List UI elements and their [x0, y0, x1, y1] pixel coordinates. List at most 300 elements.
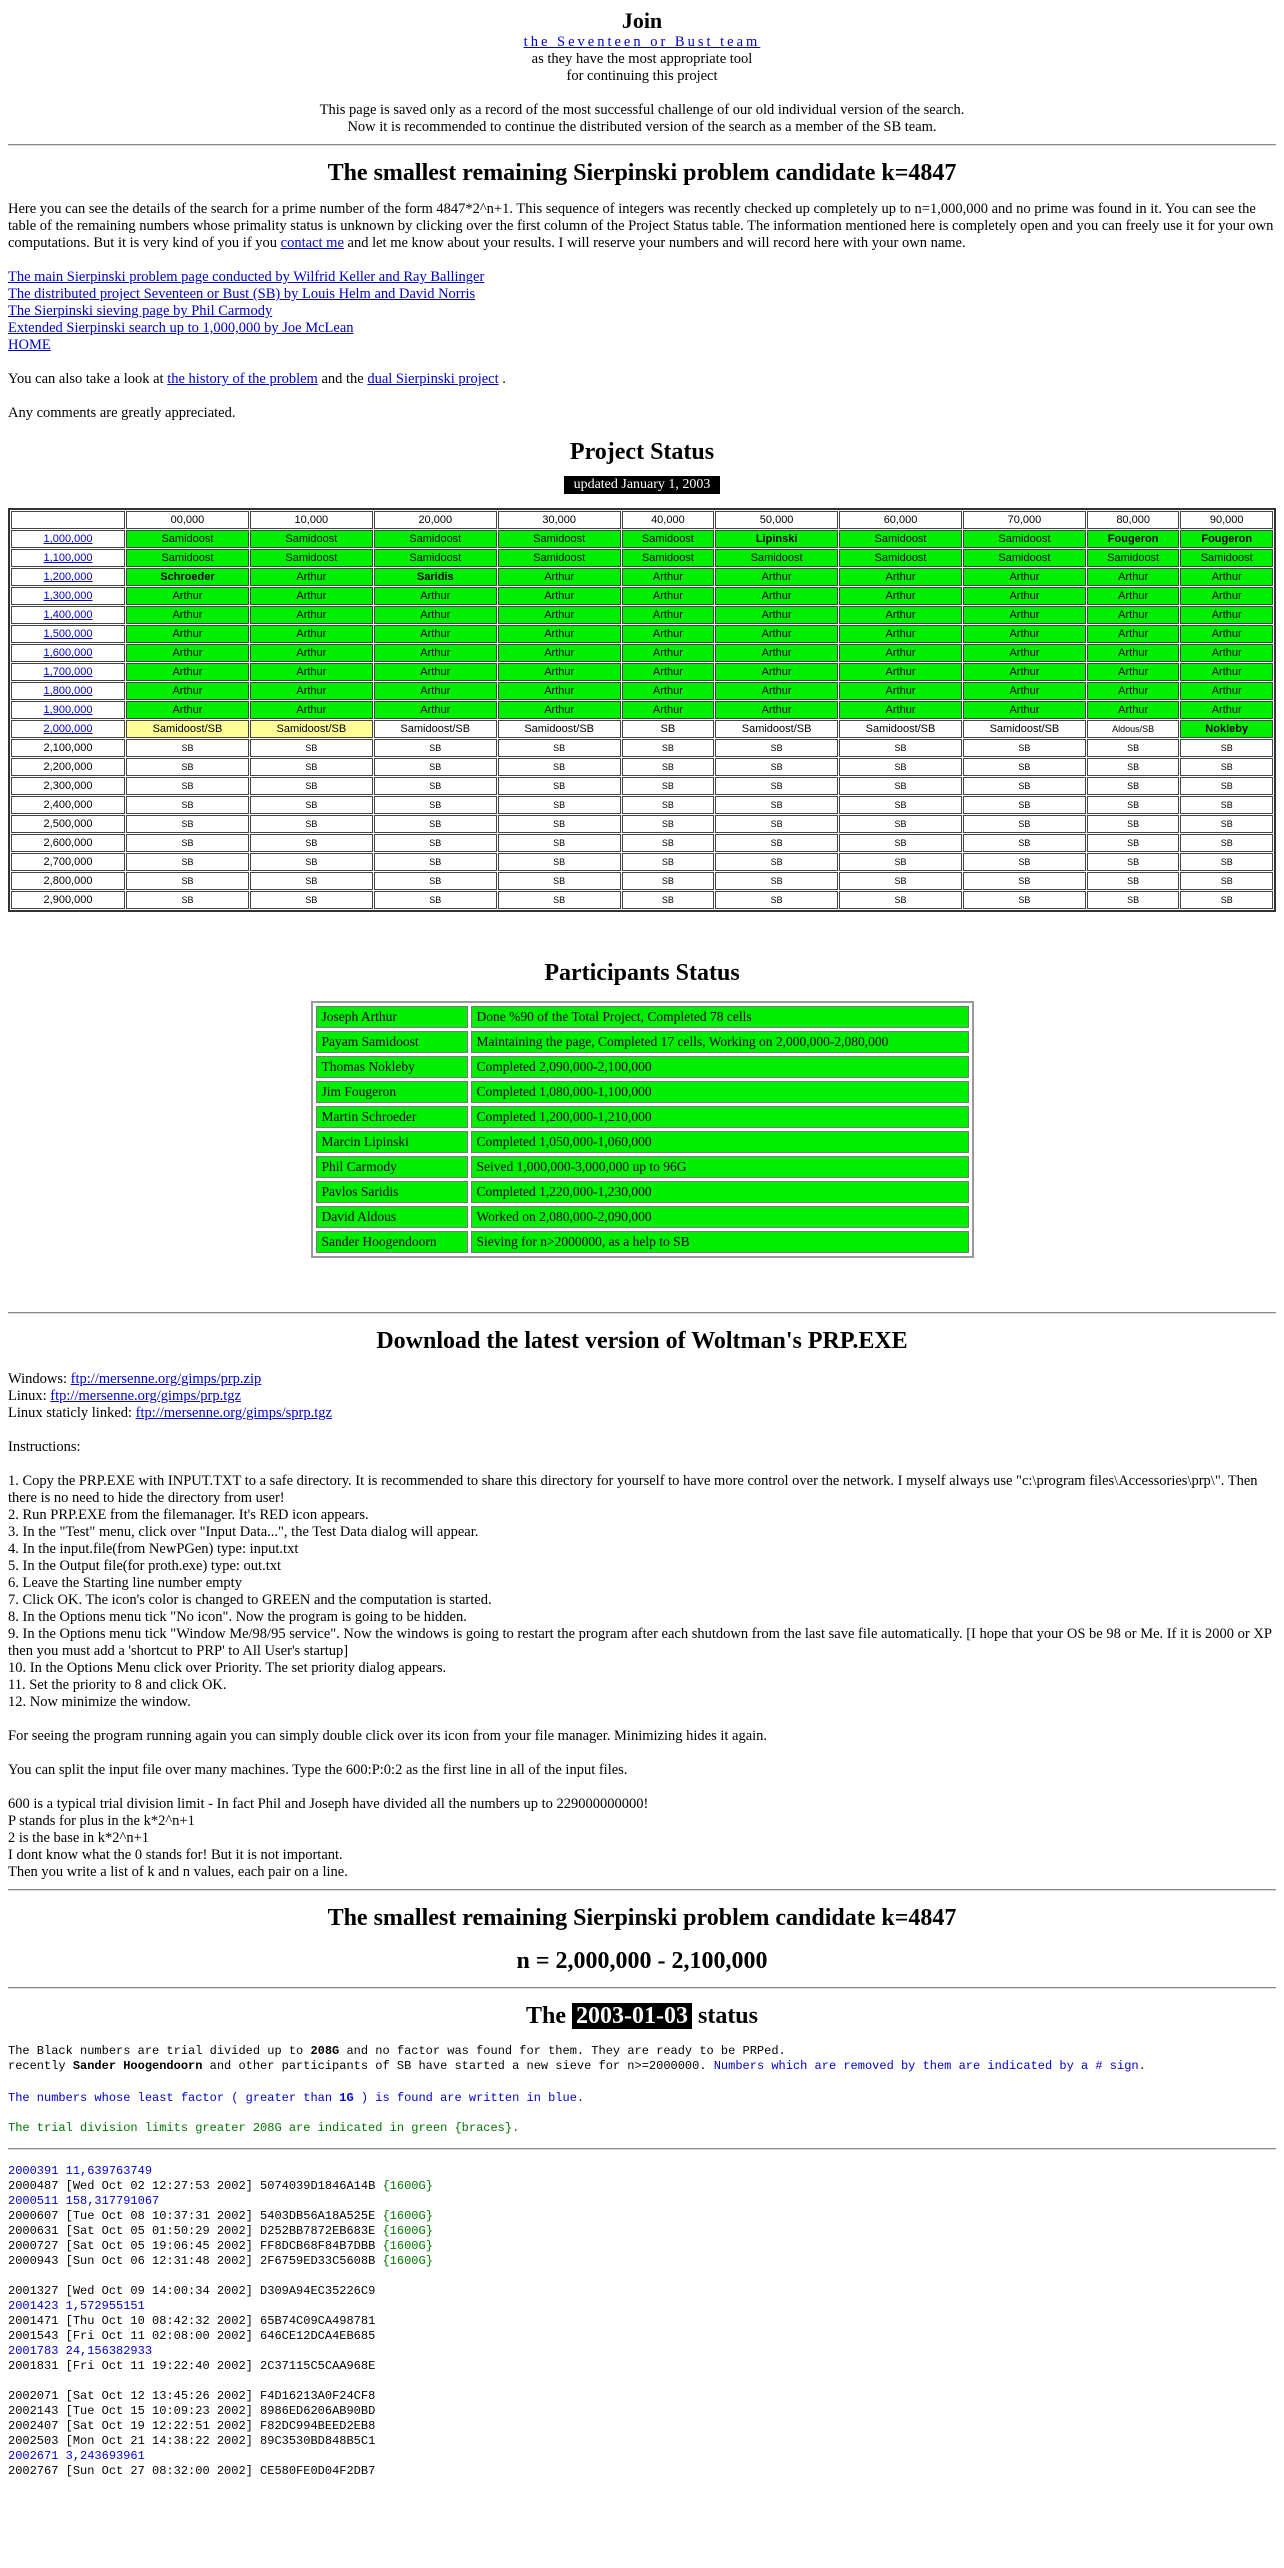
- status-cell: Arthur: [126, 682, 249, 700]
- range-link[interactable]: 1,700,000: [43, 666, 93, 678]
- status-cell: Arthur: [715, 606, 838, 624]
- status-cell: SB: [250, 796, 373, 814]
- row-header: [11, 549, 125, 567]
- status-cell: SB: [715, 891, 838, 909]
- status-cell: SB: [1087, 758, 1180, 776]
- input-notes: [8, 1796, 1276, 1881]
- n-values-log: [8, 2164, 1276, 2479]
- log-line: 2000727 [Sat Oct 05 19:06:45 2002] FF8DCB68F84B7DBB {1600G}: [8, 2239, 433, 2253]
- status-cell: SB: [1180, 777, 1273, 795]
- status-cell: SB: [622, 777, 715, 795]
- status-cell: Arthur: [498, 701, 621, 719]
- row-header: 2,300,000: [11, 777, 125, 795]
- status-cell: SB: [374, 777, 497, 795]
- row-header: [11, 663, 125, 681]
- status-cell: SB: [498, 891, 621, 909]
- status-cell: Arthur: [963, 644, 1086, 662]
- status-cell: SB: [126, 872, 249, 890]
- row-header: [11, 606, 125, 624]
- status-cell: SB: [1180, 891, 1273, 909]
- status-cell: Arthur: [715, 682, 838, 700]
- see-running-note: For seeing the program running again you can simply double click over its icon from your file manager. Minimizing hides it again.: [8, 1728, 768, 1744]
- status-cell: SB: [1180, 815, 1273, 833]
- status-cell: Arthur: [498, 682, 621, 700]
- participant-name: Thomas Nokleby: [316, 1056, 468, 1078]
- status-cell: SB: [622, 872, 715, 890]
- status-cell: Arthur: [622, 587, 715, 605]
- status-cell: SB: [622, 739, 715, 757]
- status-cell: Arthur: [374, 625, 497, 643]
- status-cell: Fougeron: [1087, 530, 1180, 548]
- status-cell: Arthur: [622, 644, 715, 662]
- log-line: 2000391 11,639763749: [8, 2164, 153, 2178]
- status-cell: Arthur: [374, 587, 497, 605]
- status-cell: Samidoost/SB: [250, 720, 373, 738]
- row-header: [11, 682, 125, 700]
- column-header: 80,000: [1087, 511, 1180, 529]
- status-cell: Arthur: [498, 663, 621, 681]
- status-cell: SB: [126, 891, 249, 909]
- log-line: 2000631 [Sat Oct 05 01:50:29 2002] D252BB7872EB683E {1600G}: [8, 2224, 433, 2238]
- table-row: [11, 606, 1273, 624]
- status-cell: SB: [715, 815, 838, 833]
- status-cell: SB: [374, 739, 497, 757]
- status-cell: Arthur: [126, 644, 249, 662]
- participant-name: David Aldous: [316, 1206, 468, 1228]
- status-cell: SB: [250, 777, 373, 795]
- log-line: 2000943 [Sun Oct 06 12:31:48 2002] 2F6759ED33C5608B {1600G}: [8, 2254, 433, 2268]
- status-cell: SB: [839, 739, 962, 757]
- table-row: [11, 530, 1273, 548]
- participant-row: [316, 1106, 969, 1128]
- status-cell: SB: [1180, 834, 1273, 852]
- status-cell: Arthur: [374, 701, 497, 719]
- range-link[interactable]: 1,600,000: [43, 647, 93, 659]
- status-cell: Samidoost/SB: [839, 720, 962, 738]
- divider: [8, 144, 1276, 146]
- status-cell: Arthur: [250, 663, 373, 681]
- status-cell: SB: [715, 853, 838, 871]
- status-cell: Samidoost: [839, 530, 962, 548]
- status-cell: SB: [498, 815, 621, 833]
- status-cell: SB: [715, 739, 838, 757]
- status-cell: SB: [126, 796, 249, 814]
- status-cell: Arthur: [250, 568, 373, 586]
- status-cell: Samidoost: [839, 549, 962, 567]
- participant-row: [316, 1031, 969, 1053]
- status-cell: Arthur: [963, 606, 1086, 624]
- row-header: [11, 625, 125, 643]
- participant-row: [316, 1206, 969, 1228]
- participant-status: Sieving for n>2000000, as a help to SB: [471, 1231, 969, 1253]
- table-row: [11, 625, 1273, 643]
- status-cell: SB: [498, 796, 621, 814]
- status-cell: Arthur: [622, 682, 715, 700]
- status-cell: Saridis: [374, 568, 497, 586]
- status-cell: Arthur: [250, 644, 373, 662]
- column-header: 40,000: [622, 511, 715, 529]
- status-cell: SB: [963, 777, 1086, 795]
- status-cell: Arthur: [839, 682, 962, 700]
- status-cell: Arthur: [715, 625, 838, 643]
- status-cell: Arthur: [715, 663, 838, 681]
- status-cell: Fougeron: [1180, 530, 1273, 548]
- status-cell: Arthur: [715, 568, 838, 586]
- contact-me-link[interactable]: contact me: [280, 235, 344, 251]
- participant-status: Completed 2,090,000-2,100,000: [471, 1056, 969, 1078]
- log-line: 2002143 [Tue Oct 15 10:09:23 2002] 8986ED6206AB90BD: [8, 2404, 376, 2418]
- status-cell: SB: [498, 758, 621, 776]
- instruction-step: 5. In the Output file(for proth.exe) type: out.txt: [8, 1558, 282, 1574]
- participants-table: [311, 1001, 974, 1258]
- participant-row: [316, 1181, 969, 1203]
- status-cell: SB: [622, 796, 715, 814]
- status-cell: Arthur: [1087, 663, 1180, 681]
- participant-row: [316, 1006, 969, 1028]
- participant-status: Completed 1,050,000-1,060,000: [471, 1131, 969, 1153]
- table-row: [11, 758, 1273, 776]
- instruction-step: 8. In the Options menu tick "No icon". Now the program is going to be hidden.: [8, 1609, 467, 1625]
- sieving-page-link[interactable]: The Sierpinski sieving page by Phil Carmody: [8, 303, 273, 319]
- table-row: [11, 701, 1273, 719]
- range-link[interactable]: 1,100,000: [43, 552, 93, 564]
- status-cell: Arthur: [963, 682, 1086, 700]
- status-cell: Samidoost: [1180, 549, 1273, 567]
- status-cell: Arthur: [1180, 682, 1273, 700]
- log-line: 2002503 [Mon Oct 21 14:38:22 2002] 89C3530BD848B5C1: [8, 2434, 376, 2448]
- instructions-title: Instructions:: [8, 1439, 81, 1455]
- status-cell: Arthur: [1087, 644, 1180, 662]
- log-group: [8, 2164, 1276, 2269]
- status-cell: Arthur: [498, 606, 621, 624]
- log-line: 2001423 1,572955151: [8, 2299, 145, 2313]
- linux-download-link[interactable]: ftp://mersenne.org/gimps/prp.tgz: [50, 1388, 241, 1404]
- status-cell: Samidoost: [715, 549, 838, 567]
- range-link[interactable]: 1,200,000: [43, 571, 93, 583]
- participant-row: [316, 1131, 969, 1153]
- input-note: 600 is a typical trial division limit - In fact Phil and Joseph have divided all the numbers up to 229000000000!: [8, 1796, 649, 1812]
- status-cell: Arthur: [963, 701, 1086, 719]
- range-link[interactable]: 1,500,000: [43, 628, 93, 640]
- log-line: 2001327 [Wed Oct 09 14:00:34 2002] D309A94EC35226C9: [8, 2284, 376, 2298]
- comments-note: Any comments are greatly appreciated.: [8, 405, 236, 421]
- status-cell: SB: [1180, 739, 1273, 757]
- status-cell: Arthur: [1180, 625, 1273, 643]
- extended-search-link[interactable]: Extended Sierpinski search up to 1,000,000 by Joe McLean: [8, 320, 354, 336]
- status-cell: SB: [715, 796, 838, 814]
- column-header: 70,000: [963, 511, 1086, 529]
- corner-cell: [11, 511, 125, 529]
- status-cell: Arthur: [374, 644, 497, 662]
- status-cell: Samidoost/SB: [126, 720, 249, 738]
- status-cell: Samidoost/SB: [498, 720, 621, 738]
- status-cell: SB: [126, 739, 249, 757]
- participant-row: [316, 1231, 969, 1253]
- table-row: [11, 568, 1273, 586]
- instruction-step: 2. Run PRP.EXE from the filemanager. It's RED icon appears.: [8, 1507, 369, 1523]
- status-cell: Samidoost: [126, 549, 249, 567]
- status-cell: Arthur: [374, 682, 497, 700]
- table-row: [11, 853, 1273, 871]
- range-link[interactable]: 1,900,000: [43, 704, 93, 716]
- input-note: 2 is the base in k*2^n+1: [8, 1830, 150, 1846]
- legend-line-green: The trial division limits greater 208G are indicated in green {braces}.: [8, 2121, 520, 2135]
- status-cell: Arthur: [126, 587, 249, 605]
- participant-status: Worked on 2,080,000-2,090,000: [471, 1206, 969, 1228]
- status-cell: Samidoost: [963, 549, 1086, 567]
- table-row: [11, 682, 1273, 700]
- status-cell: Arthur: [963, 587, 1086, 605]
- status-heading: The 2003-01-03 status: [525, 2003, 758, 2029]
- table-row: [11, 720, 1273, 738]
- participant-row: [316, 1081, 969, 1103]
- status-cell: Samidoost: [622, 530, 715, 548]
- row-header: 2,600,000: [11, 834, 125, 852]
- instruction-step: 6. Leave the Starting line number empty: [8, 1575, 242, 1591]
- log-line: 2000511 158,317791067: [8, 2194, 160, 2208]
- status-cell: SB: [963, 853, 1086, 871]
- log-line: 2001543 [Fri Oct 11 02:08:00 2002] 646CE12DCA4EB685: [8, 2329, 376, 2343]
- status-cell: SB: [622, 853, 715, 871]
- participant-name: Jim Fougeron: [316, 1081, 468, 1103]
- status-cell: SB: [126, 815, 249, 833]
- status-cell: SB: [498, 777, 621, 795]
- status-cell: Arthur: [1087, 568, 1180, 586]
- also-look: You can also take a look at the history of the problem and the dual Sierpinski project .: [8, 371, 506, 387]
- status-cell: SB: [1087, 777, 1180, 795]
- status-cell: Samidoost: [622, 549, 715, 567]
- status-cell: Arthur: [250, 701, 373, 719]
- intro-title: The smallest remaining Sierpinski problem candidate k=4847: [327, 160, 957, 186]
- status-cell: Arthur: [126, 663, 249, 681]
- seventeen-or-bust-link[interactable]: The distributed project Seventeen or Bust (SB) by Louis Helm and David Norris: [8, 286, 476, 302]
- status-cell: Arthur: [126, 606, 249, 624]
- participant-name: Payam Samidoost: [316, 1031, 468, 1053]
- divider: [8, 1987, 1276, 1989]
- status-cell: Arthur: [1087, 606, 1180, 624]
- range-link[interactable]: 1,000,000: [43, 533, 93, 545]
- instruction-steps: [8, 1473, 1276, 1711]
- status-cell: SB: [1087, 815, 1180, 833]
- row-header: [11, 530, 125, 548]
- status-cell: SB: [963, 891, 1086, 909]
- saved-note2: Now it is recommended to continue the distributed version of the search as a member of the SB team.: [347, 119, 937, 135]
- column-header: 50,000: [715, 511, 838, 529]
- status-cell: SB: [126, 853, 249, 871]
- status-cell: SB: [963, 872, 1086, 890]
- status-cell: SB: [250, 758, 373, 776]
- status-cell: SB: [250, 891, 373, 909]
- status-cell: SB: [498, 853, 621, 871]
- sb-team-link[interactable]: the Seventeen or Bust team: [523, 34, 761, 50]
- status-cell: Arthur: [126, 625, 249, 643]
- status-cell: Arthur: [498, 625, 621, 643]
- status-cell: SB: [126, 834, 249, 852]
- download-title: Download the latest version of Woltman's PRP.EXE: [376, 1328, 908, 1354]
- status-cell: Samidoost: [374, 530, 497, 548]
- status-cell: SB: [1087, 834, 1180, 852]
- log-line: 2002407 [Sat Oct 19 12:22:51 2002] F82DC994BEED2EB8: [8, 2419, 376, 2433]
- range-link[interactable]: 1,300,000: [43, 590, 93, 602]
- status-cell: Arthur: [963, 568, 1086, 586]
- status-cell: SB: [498, 872, 621, 890]
- status-cell: SB: [715, 758, 838, 776]
- status-cell: SB: [1087, 796, 1180, 814]
- range-subtitle: n = 2,000,000 - 2,100,000: [516, 1948, 768, 1974]
- updated-badge: updated January 1, 2003: [564, 476, 721, 494]
- status-cell: Arthur: [1180, 606, 1273, 624]
- row-header: 2,700,000: [11, 853, 125, 871]
- instruction-step: 7. Click OK. The icon's color is changed to GREEN and the computation is started.: [8, 1592, 492, 1608]
- status-cell: Arthur: [1180, 644, 1273, 662]
- log-line: 2002671 3,243693961: [8, 2449, 145, 2463]
- column-header: 20,000: [374, 511, 497, 529]
- status-cell: Arthur: [622, 701, 715, 719]
- participant-status: Seived 1,000,000-3,000,000 up to 96G: [471, 1156, 969, 1178]
- status-cell: SB: [1087, 739, 1180, 757]
- status-cell: SB: [963, 834, 1086, 852]
- status-cell: Arthur: [1180, 587, 1273, 605]
- status-cell: Arthur: [715, 644, 838, 662]
- status-cell: SB: [498, 834, 621, 852]
- status-cell: Samidoost: [498, 530, 621, 548]
- status-cell: Arthur: [839, 568, 962, 586]
- status-cell: Arthur: [839, 606, 962, 624]
- legend-line-sieve: recently Sander Hoogendoorn and other participants of SB have started a new sieve for n>=2000000. Numbers which are removed by them are indicated by a # sign.: [8, 2059, 1146, 2073]
- participant-name: Sander Hoogendoorn: [316, 1231, 468, 1253]
- status-cell: SB: [715, 834, 838, 852]
- status-cell: SB: [622, 815, 715, 833]
- range-link[interactable]: 2,000,000: [43, 723, 93, 735]
- status-cell: SB: [1180, 853, 1273, 871]
- table-row: [11, 663, 1273, 681]
- row-header: 2,200,000: [11, 758, 125, 776]
- status-cell: Arthur: [250, 625, 373, 643]
- status-cell: SB: [250, 739, 373, 757]
- status-cell: SB: [1180, 872, 1273, 890]
- status-cell: SB: [1180, 758, 1273, 776]
- resource-links: [8, 269, 1276, 354]
- range-link[interactable]: 1,800,000: [43, 685, 93, 697]
- instruction-step: 12. Now minimize the window.: [8, 1694, 191, 1710]
- column-header: 90,000: [1180, 511, 1273, 529]
- participant-status: Done %90 of the Total Project, Completed 78 cells: [471, 1006, 969, 1028]
- status-cell: SB: [1087, 853, 1180, 871]
- status-cell: Arthur: [1180, 701, 1273, 719]
- status-cell: SB: [622, 834, 715, 852]
- status-cell: Samidoost: [963, 530, 1086, 548]
- range-link[interactable]: 1,400,000: [43, 609, 93, 621]
- saved-note1: This page is saved only as a record of the most successful challenge of our old individual version of the search.: [319, 102, 965, 118]
- table-row: [11, 739, 1273, 757]
- status-cell: Nokleby: [1180, 720, 1273, 738]
- status-cell: Arthur: [715, 587, 838, 605]
- status-cell: SB: [839, 796, 962, 814]
- status-cell: Arthur: [839, 701, 962, 719]
- column-header: 30,000: [498, 511, 621, 529]
- status-cell: Arthur: [250, 606, 373, 624]
- log-line: 2001471 [Thu Oct 10 08:42:32 2002] 65B74C09CA498781: [8, 2314, 376, 2328]
- status-cell: Arthur: [1087, 682, 1180, 700]
- join-title: Join: [621, 8, 663, 33]
- status-cell: SB: [374, 834, 497, 852]
- download-links: Windows: ftp://mersenne.org/gimps/prp.zip Linux: ftp://mersenne.org/gimps/prp.tgz Linux staticly linked: ftp://mersenne.org/gimps/sprp.tgz: [8, 1371, 332, 1421]
- table-row: [11, 549, 1273, 567]
- status-cell: Samidoost: [250, 530, 373, 548]
- status-cell: SB: [498, 739, 621, 757]
- instruction-step: 11. Set the priority to 8 and click OK.: [8, 1677, 227, 1693]
- participant-status: Maintaining the page, Completed 17 cells, Working on 2,000,000-2,080,000: [471, 1031, 969, 1053]
- log-group: [8, 2389, 1276, 2479]
- status-cell: Arthur: [622, 625, 715, 643]
- table-row: [11, 777, 1273, 795]
- status-cell: Arthur: [839, 625, 962, 643]
- status-cell: SB: [374, 796, 497, 814]
- status-cell: SB: [374, 815, 497, 833]
- status-cell: SB: [1087, 872, 1180, 890]
- input-note: P stands for plus in the k*2^n+1: [8, 1813, 195, 1829]
- status-cell: SB: [374, 758, 497, 776]
- status-cell: SB: [839, 777, 962, 795]
- status-cell: Arthur: [498, 644, 621, 662]
- intro-paragraph: Here you can see the details of the search for a prime number of the form 4847*2^n+1. This sequence of integers was recently checked up completely up to n=1,000,000 and no prime was found in it. You can see the table of the remaining numbers whose primality status is unknown by clicking over the first column of the Project Status table. The information mentioned here is completely open and you can freely use it for your own computations. But it is very kind of you if you contact me and let me know about your results. I will reserve your numbers and will record here with your own name.: [8, 201, 1274, 251]
- log-line: 2002071 [Sat Oct 12 13:45:26 2002] F4D16213A0F24CF8: [8, 2389, 376, 2403]
- status-cell: SB: [374, 853, 497, 871]
- status-cell: Arthur: [250, 682, 373, 700]
- instruction-step: 1. Copy the PRP.EXE with INPUT.TXT to a safe directory. It is recommended to share this directory for yourself to have more control over the network. I myself always use "c:\program files\Accessories\prp\". Then there is no need to hide the directory from user!: [8, 1473, 1258, 1506]
- windows-download-link[interactable]: ftp://mersenne.org/gimps/prp.zip: [70, 1371, 262, 1387]
- history-link[interactable]: the history of the problem: [167, 371, 318, 387]
- status-cell: Arthur: [963, 625, 1086, 643]
- status-cell: SB: [126, 777, 249, 795]
- status-cell: SB: [374, 891, 497, 909]
- status-cell: SB: [715, 777, 838, 795]
- column-header: 00,000: [126, 511, 249, 529]
- participant-status: Completed 1,220,000-1,230,000: [471, 1181, 969, 1203]
- status-cell: SB: [963, 758, 1086, 776]
- row-header: 2,900,000: [11, 891, 125, 909]
- row-header: [11, 644, 125, 662]
- status-cell: Arthur: [1087, 587, 1180, 605]
- column-header: 60,000: [839, 511, 962, 529]
- status-cell: Arthur: [839, 587, 962, 605]
- main-sierpinski-link[interactable]: The main Sierpinski problem page conducted by Wilfrid Keller and Ray Ballinger: [8, 269, 485, 285]
- join-section: [8, 8, 1276, 136]
- home-link[interactable]: HOME: [8, 337, 51, 353]
- row-header: [11, 568, 125, 586]
- status-cell: SB: [250, 872, 373, 890]
- status-cell: SB: [1087, 891, 1180, 909]
- participant-status: Completed 1,080,000-1,100,000: [471, 1081, 969, 1103]
- divider: [8, 2148, 1276, 2150]
- project-status-title: Project Status: [569, 439, 715, 465]
- range-title: The smallest remaining Sierpinski problem candidate k=4847: [327, 1905, 957, 1931]
- row-header: 2,500,000: [11, 815, 125, 833]
- row-header: 2,400,000: [11, 796, 125, 814]
- status-cell: SB: [126, 758, 249, 776]
- status-cell: SB: [839, 872, 962, 890]
- participant-name: Marcin Lipinski: [316, 1131, 468, 1153]
- status-cell: SB: [963, 796, 1086, 814]
- input-note: I dont know what the 0 stands for! But it is not important.: [8, 1847, 343, 1863]
- status-cell: Arthur: [839, 663, 962, 681]
- participant-name: Phil Carmody: [316, 1156, 468, 1178]
- table-row: [11, 815, 1273, 833]
- dual-sierpinski-link[interactable]: dual Sierpinski project: [367, 371, 499, 387]
- linux-static-download-link[interactable]: ftp://mersenne.org/gimps/sprp.tgz: [135, 1405, 332, 1421]
- log-line: 2001783 24,156382933: [8, 2344, 153, 2358]
- status-cell: Arthur: [839, 644, 962, 662]
